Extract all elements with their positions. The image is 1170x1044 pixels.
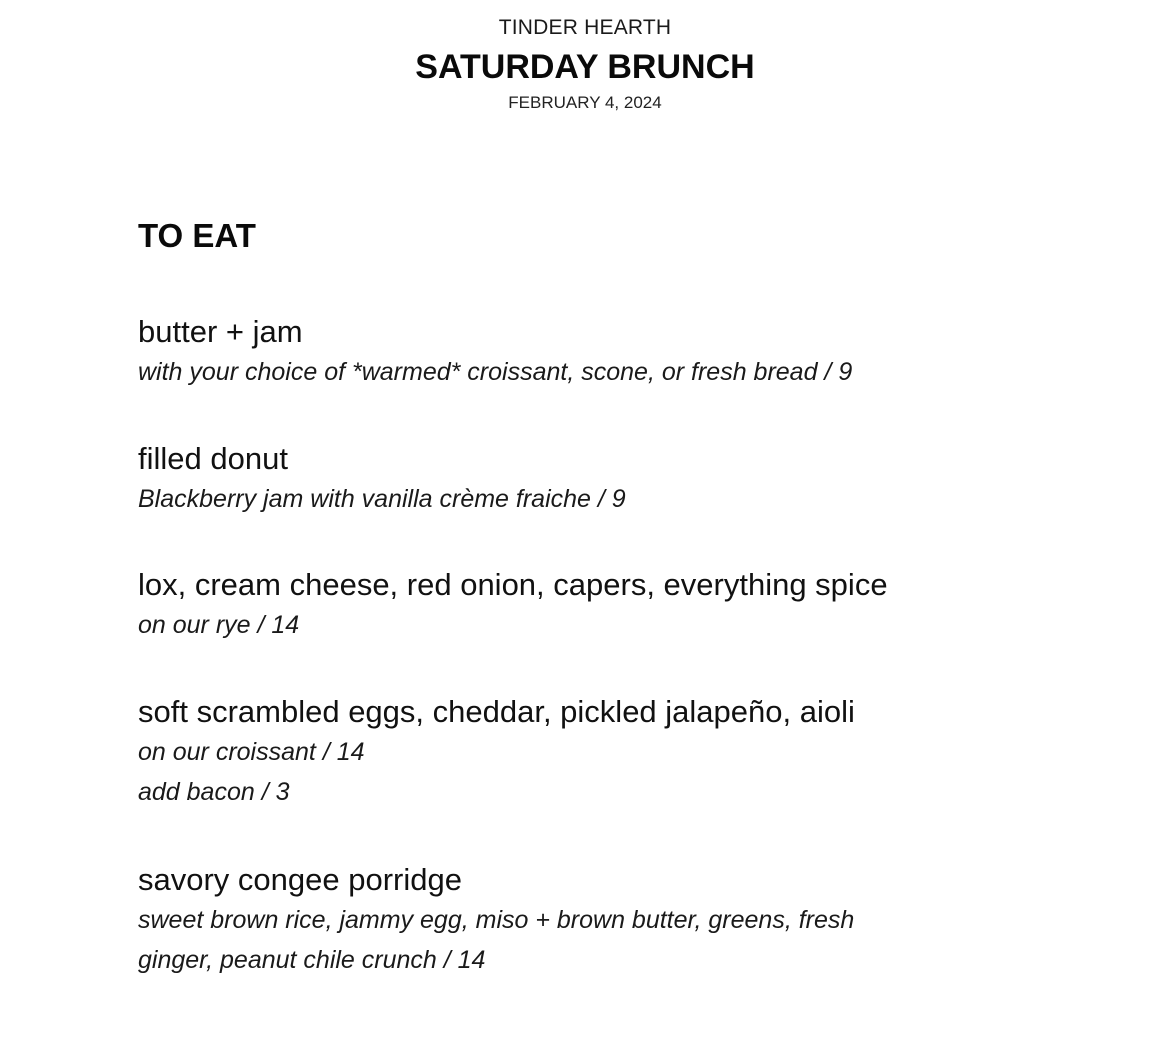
- menu-item-addon: add bacon / 3: [138, 778, 290, 806]
- menu-item-description: on our croissant / 14: [138, 738, 365, 766]
- menu-item-lox: [138, 565, 1118, 645]
- menu-item-filled-donut: [138, 439, 1118, 519]
- menu-title: SATURDAY BRUNCH: [415, 48, 755, 86]
- menu-section-to-eat: [138, 214, 1118, 974]
- restaurant-name: TINDER HEARTH: [498, 16, 672, 39]
- menu-date: FEBRUARY 4, 2024: [508, 93, 662, 112]
- menu-item-name: filled donut: [138, 441, 288, 476]
- menu-item-description: on our rye / 14: [138, 611, 300, 639]
- menu-item-description: Blackberry jam with vanilla crème fraiche / 9: [138, 485, 626, 513]
- menu-item-description-continued: ginger, peanut chile crunch / 14: [138, 946, 486, 974]
- menu-item-name: butter + jam: [138, 314, 303, 349]
- menu-item-name: savory congee porridge: [138, 862, 462, 897]
- menu-item-description: sweet brown rice, jammy egg, miso + brown butter, greens, fresh: [138, 906, 855, 934]
- menu-item-scrambled-eggs: [138, 692, 1118, 812]
- menu-item-name: soft scrambled eggs, cheddar, pickled jalapeño, aioli: [138, 694, 855, 729]
- menu-item-name: lox, cream cheese, red onion, capers, everything spice: [138, 567, 888, 602]
- menu-header: [0, 14, 1170, 114]
- section-heading: TO EAT: [138, 217, 256, 254]
- menu-item-description: with your choice of *warmed* croissant, scone, or fresh bread / 9: [138, 358, 853, 386]
- menu-item-butter-jam: [138, 312, 1118, 392]
- menu-item-congee: [138, 860, 1118, 980]
